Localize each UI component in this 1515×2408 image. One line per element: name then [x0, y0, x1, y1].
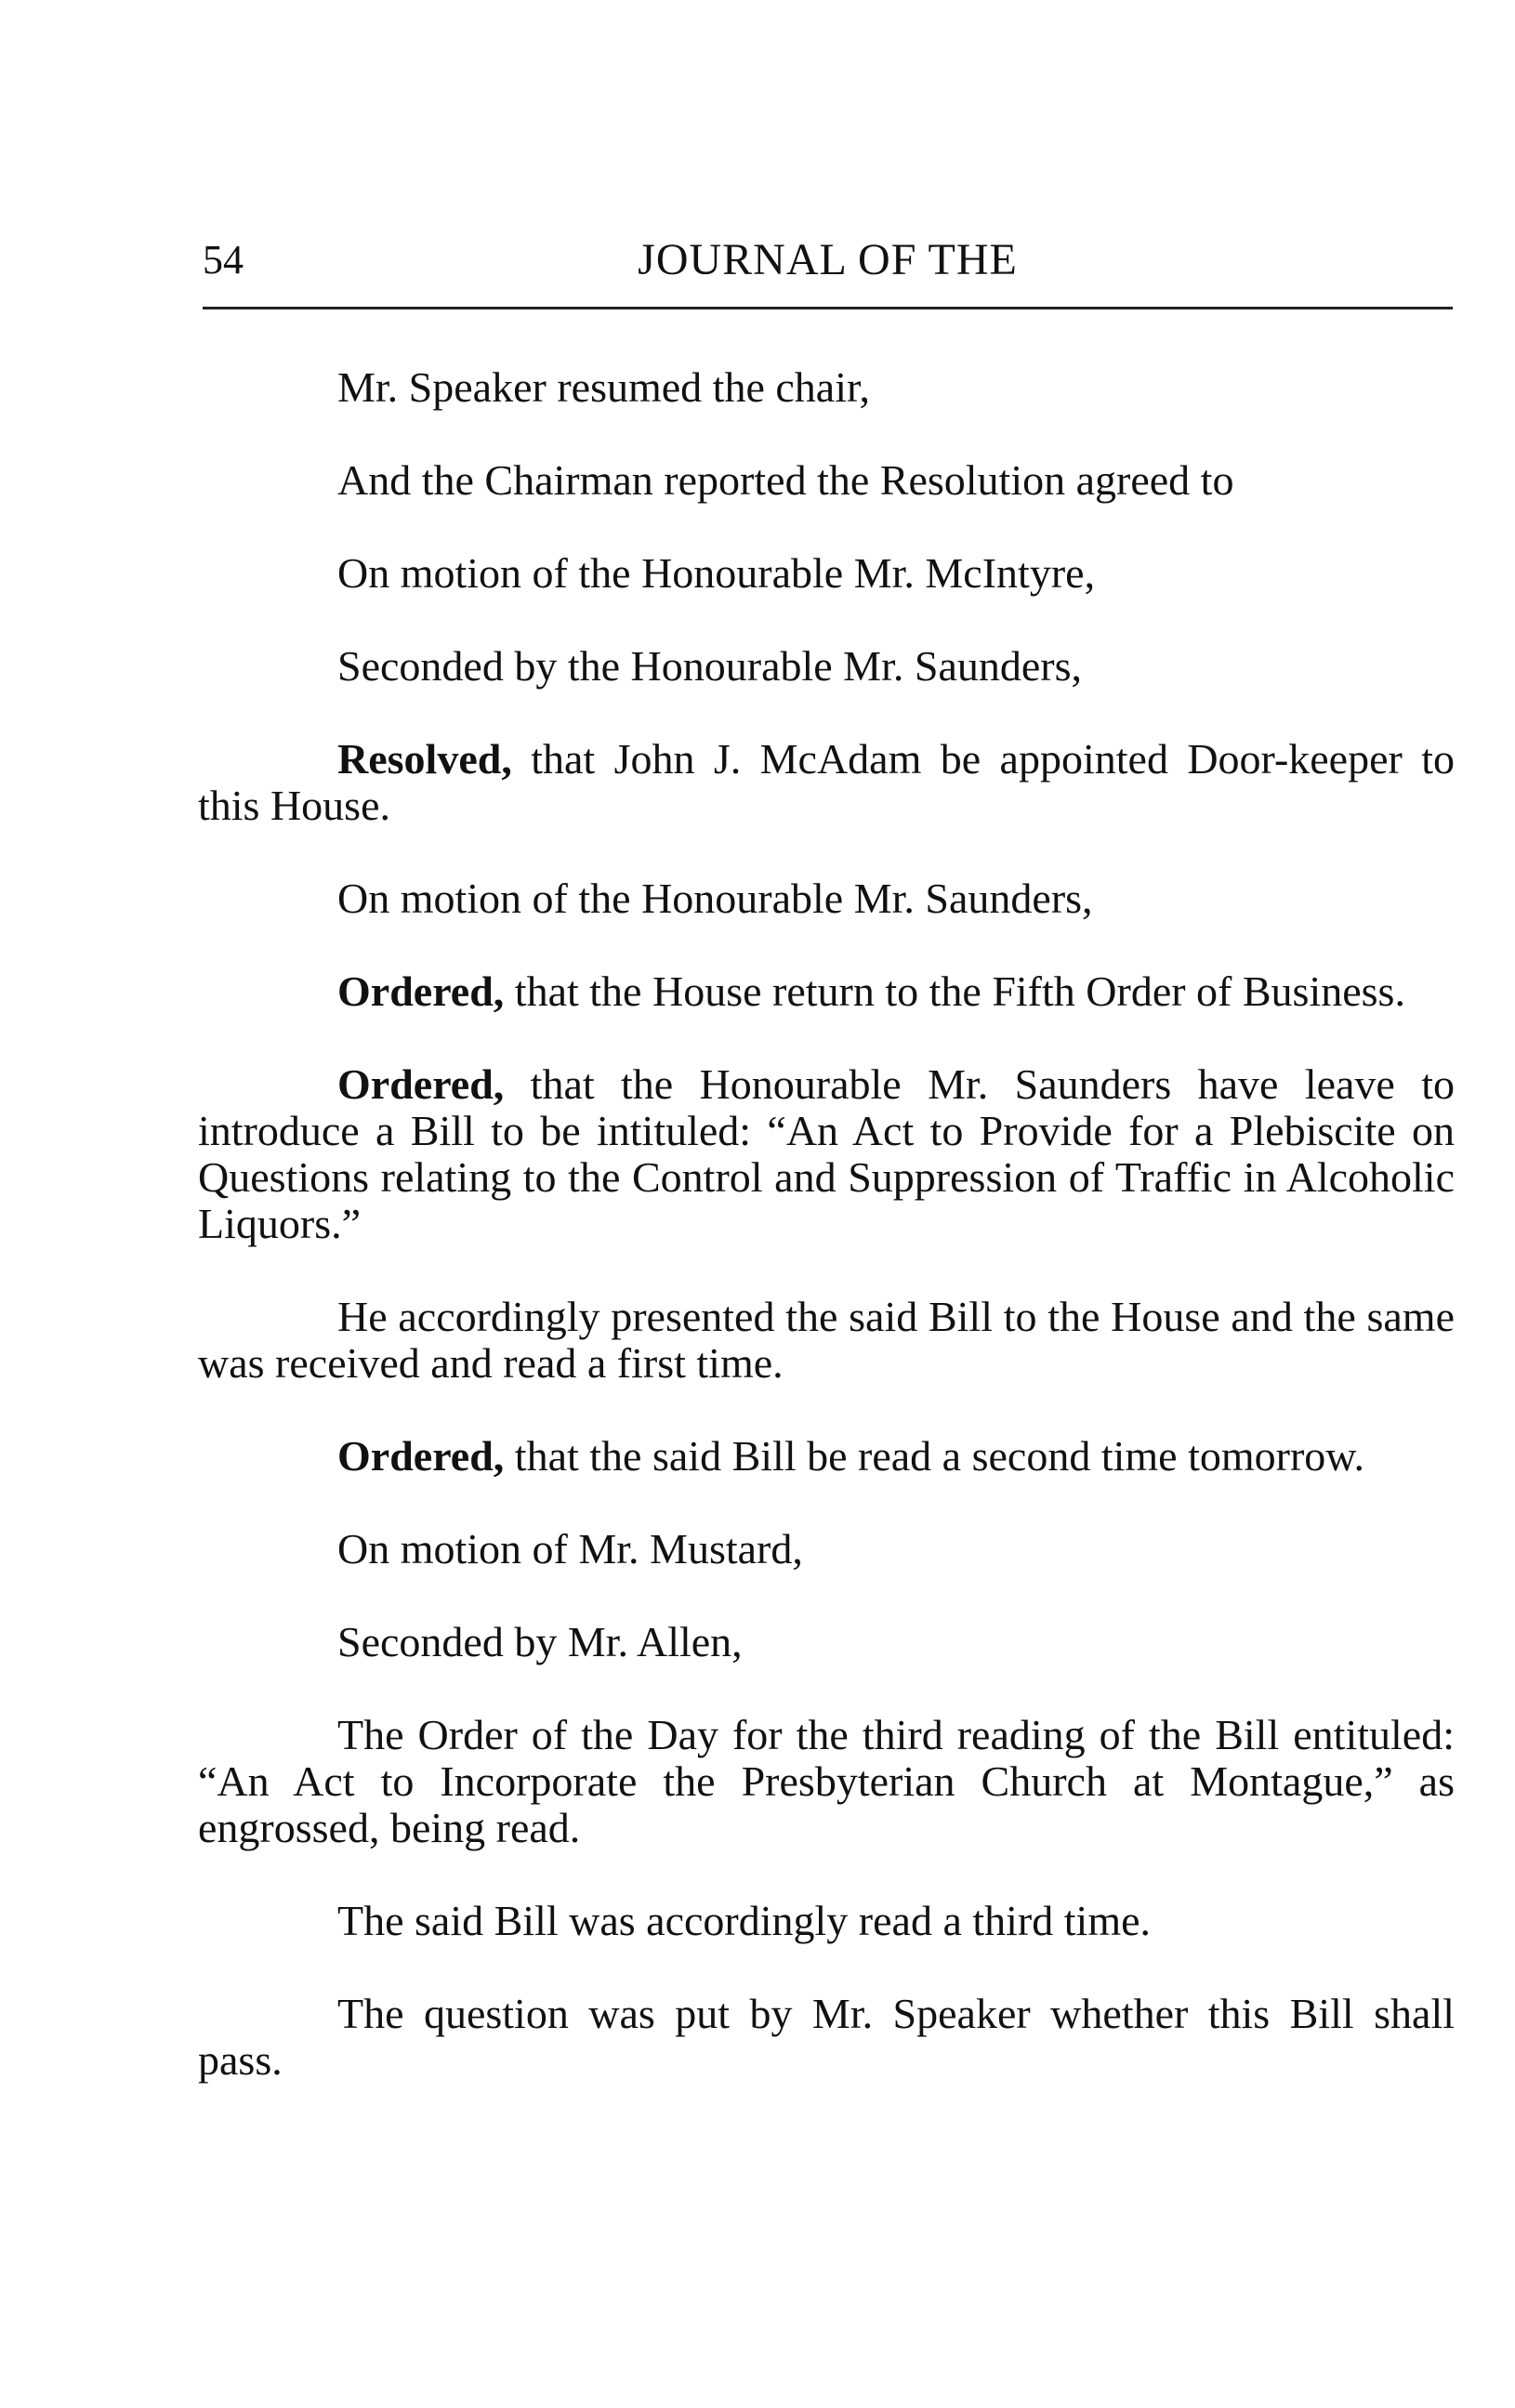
paragraph-text: And the Chairman reported the Resolution agreed to: [337, 456, 1234, 504]
header-rule: [203, 307, 1453, 309]
paragraph-ordered-plebiscite-bill: [198, 1061, 1455, 1247]
paragraph-third-reading: [198, 1898, 1455, 1944]
paragraph-text: He accordingly presented the said Bill to the House and the same was received and read a first time.: [198, 1293, 1455, 1387]
resolved-keyword: Resolved,: [337, 735, 512, 783]
running-head: JOURNAL OF THE: [638, 235, 1018, 284]
paragraph-seconded-allen: [198, 1619, 1455, 1665]
paragraph-speaker-resumed: [198, 364, 1455, 411]
paragraph-ordered-second-reading: [198, 1433, 1455, 1480]
ordered-keyword: Ordered,: [337, 1060, 505, 1108]
paragraph-text: On motion of Mr. Mustard,: [337, 1525, 803, 1572]
paragraph-text: The question was put by Mr. Speaker whether this Bill shall pass.: [198, 1990, 1455, 2084]
page-header: [203, 232, 1453, 288]
paragraph-text: Seconded by the Honourable Mr. Saunders,: [337, 642, 1083, 690]
paragraph-text: On motion of the Honourable Mr. Saunders,: [337, 875, 1093, 922]
paragraph-text: Mr. Speaker resumed the chair,: [337, 363, 870, 411]
paragraph-motion-saunders: [198, 875, 1455, 922]
paragraph-ordered-fifth-order: [198, 968, 1455, 1015]
paragraph-seconded-saunders: [198, 643, 1455, 690]
paragraph-text: The Order of the Day for the third reading of the Bill entituled: “An Act to Incorporate the Presbyterian Church at Montague,” as engrossed, being read.: [198, 1711, 1455, 1851]
ordered-keyword: Ordered,: [337, 967, 505, 1015]
journal-body: [198, 364, 1455, 2130]
paragraph-chairman-reported: [198, 457, 1455, 504]
paragraph-text: that the said Bill be read a second time tomorrow.: [504, 1432, 1365, 1480]
paragraph-motion-mcintyre: [198, 550, 1455, 597]
page-number: 54: [203, 237, 244, 283]
paragraph-order-of-the-day: [198, 1712, 1455, 1851]
paragraph-text: that John J. McAdam be appointed Door-keeper to this House.: [198, 735, 1455, 829]
ordered-keyword: Ordered,: [337, 1432, 505, 1480]
paragraph-resolved-doorkeeper: [198, 736, 1455, 829]
paragraph-motion-mustard: [198, 1526, 1455, 1572]
paragraph-text: that the House return to the Fifth Order of Business.: [504, 967, 1405, 1015]
paragraph-text: On motion of the Honourable Mr. McIntyre,: [337, 549, 1096, 597]
paragraph-text: The said Bill was accordingly read a third time.: [337, 1897, 1152, 1944]
paragraph-bill-presented: [198, 1294, 1455, 1387]
paragraph-text: Seconded by Mr. Allen,: [337, 1618, 743, 1665]
paragraph-question-put: [198, 1991, 1455, 2084]
paragraph-text: that the Honourable Mr. Saunders have leave to introduce a Bill to be intituled: “An Act to Provide for a Plebiscite on Questions relating to the Control and Suppression of Traffic in Alcoholic Liquors.”: [198, 1060, 1455, 1247]
